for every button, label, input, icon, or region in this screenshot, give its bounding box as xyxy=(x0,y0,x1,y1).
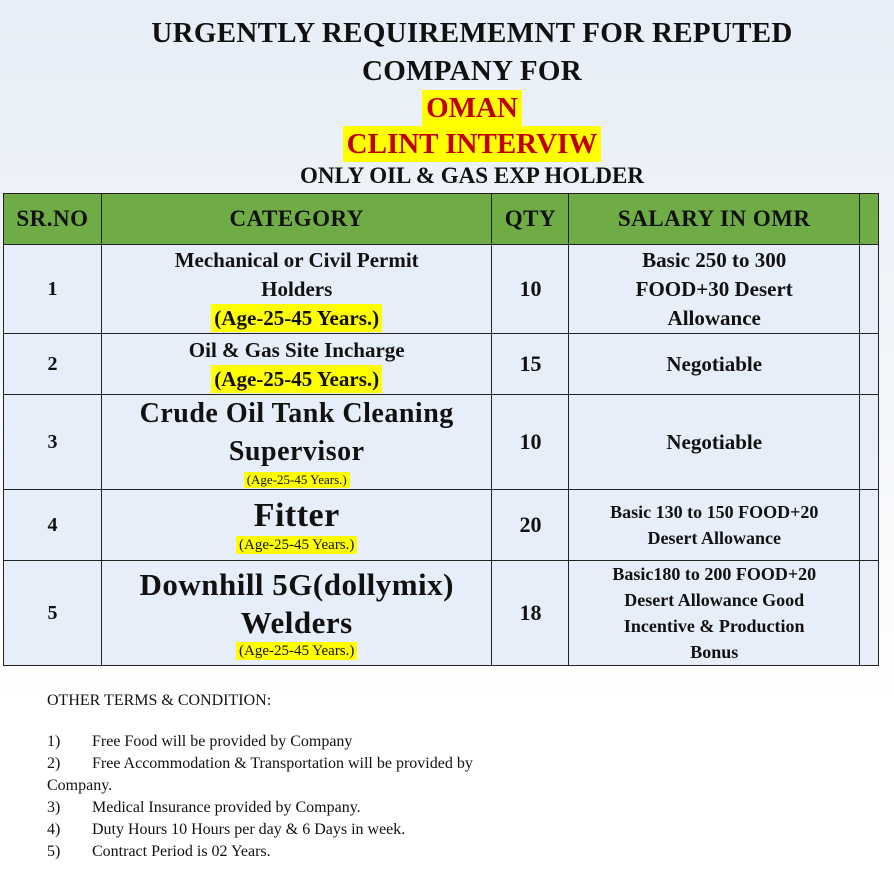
salary-text: Negotiable xyxy=(666,351,763,376)
header-blank xyxy=(860,194,879,245)
row-srno: 2 xyxy=(4,334,102,395)
list-item xyxy=(47,841,607,863)
salary-text: Desert Allowance xyxy=(647,528,781,548)
item-text: Free Food will be provided by Company xyxy=(92,733,353,750)
table-row xyxy=(4,561,879,666)
row-qty: 20 xyxy=(492,490,569,561)
interview-highlight: CLINT INTERVIW xyxy=(343,126,602,162)
row-qty: 15 xyxy=(492,334,569,395)
row-salary xyxy=(569,561,860,666)
row-srno: 3 xyxy=(4,395,102,490)
row-category xyxy=(101,334,492,395)
row-category xyxy=(101,395,492,490)
row-category xyxy=(101,561,492,666)
header-category: CATEGORY xyxy=(101,194,492,245)
salary-text: Incentive & Production xyxy=(623,616,805,636)
category-text: Fitter xyxy=(253,497,340,534)
list-item xyxy=(47,753,607,775)
requirements-table xyxy=(3,193,879,666)
header-srno: SR.NO xyxy=(4,194,102,245)
country-highlight: OMAN xyxy=(422,90,522,126)
salary-text: Basic180 to 200 FOOD+20 xyxy=(612,564,817,584)
row-srno: 5 xyxy=(4,561,102,666)
category-text: Mechanical or Civil Permit xyxy=(174,248,419,272)
salary-text: Bonus xyxy=(690,642,739,662)
header-salary: SALARY IN OMR xyxy=(569,194,860,245)
row-qty: 10 xyxy=(492,395,569,490)
item-number: 4) xyxy=(47,821,61,838)
subtitle: ONLY OIL & GAS EXP HOLDER xyxy=(299,163,644,188)
item-text: Medical Insurance provided by Company. xyxy=(92,799,361,816)
item-continuation: Company. xyxy=(47,777,113,794)
age-badge: (Age-25-45 Years.) xyxy=(211,365,382,393)
row-blank xyxy=(860,395,879,490)
title-line-1: URGENTLY REQUIREMEMNT FOR REPUTED xyxy=(151,17,793,49)
title-line-2: COMPANY FOR xyxy=(362,55,582,87)
salary-text: FOOD+30 Desert xyxy=(635,276,793,301)
row-qty: 10 xyxy=(492,245,569,334)
salary-text: Basic 250 to 300 xyxy=(642,247,787,272)
category-text: Holders xyxy=(261,277,333,301)
row-qty: 18 xyxy=(492,561,569,666)
category-text: Supervisor xyxy=(228,436,365,467)
terms-title: OTHER TERMS & CONDITION: xyxy=(47,692,272,709)
salary-text: Basic 130 to 150 FOOD+20 xyxy=(610,502,819,522)
category-text: Downhill 5G(dollymix) xyxy=(139,567,454,602)
item-text: Free Accommodation & Transportation will be provided by xyxy=(92,755,473,772)
list-item xyxy=(47,819,607,841)
terms-section xyxy=(47,690,607,863)
category-text: Oil & Gas Site Incharge xyxy=(188,337,405,362)
row-srno: 4 xyxy=(4,490,102,561)
row-category xyxy=(101,245,492,334)
age-badge: (Age-25-45 Years.) xyxy=(236,642,357,660)
table-row xyxy=(4,245,879,334)
row-salary xyxy=(569,395,860,490)
row-blank xyxy=(860,490,879,561)
table-row xyxy=(4,395,879,490)
salary-text: Allowance xyxy=(667,305,761,330)
list-item xyxy=(47,731,607,753)
row-category xyxy=(101,490,492,561)
table-header-row xyxy=(4,194,879,245)
salary-text: Negotiable xyxy=(666,429,763,454)
item-text: Duty Hours 10 Hours per day & 6 Days in week. xyxy=(92,821,406,838)
item-text: Contract Period is 02 Years. xyxy=(92,843,271,860)
age-badge: (Age-25-45 Years.) xyxy=(211,304,382,332)
row-salary xyxy=(569,490,860,561)
row-blank xyxy=(860,245,879,334)
table-row xyxy=(4,334,879,395)
item-number: 5) xyxy=(47,843,61,860)
age-badge: (Age-25-45 Years.) xyxy=(236,536,357,554)
list-item xyxy=(47,797,607,819)
salary-text: Desert Allowance Good xyxy=(624,590,805,610)
row-salary xyxy=(569,245,860,334)
item-number: 3) xyxy=(47,799,61,816)
page-header xyxy=(0,14,894,190)
row-blank xyxy=(860,561,879,666)
category-text: Crude Oil Tank Cleaning xyxy=(139,398,454,429)
age-badge: (Age-25-45 Years.) xyxy=(244,472,350,488)
table-row xyxy=(4,490,879,561)
row-blank xyxy=(860,334,879,395)
item-number: 1) xyxy=(47,733,61,750)
row-srno: 1 xyxy=(4,245,102,334)
row-salary xyxy=(569,334,860,395)
category-text: Welders xyxy=(240,605,353,640)
header-qty: QTY xyxy=(492,194,569,245)
item-number: 2) xyxy=(47,755,61,772)
